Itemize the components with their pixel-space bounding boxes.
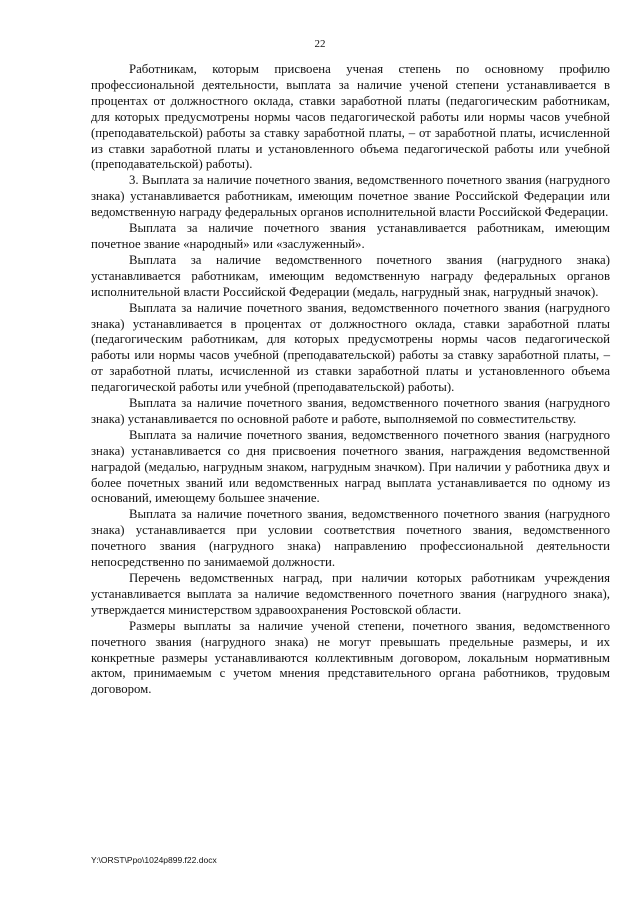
document-body bbox=[91, 62, 610, 698]
paragraph-correspondence-condition: Выплата за наличие почетного звания, ведомственного почетного звания (нагрудного знака) устанавливается при условии соответствия почетного звания, ведомственного почетного звания (нагрудного знака) направлению профессиональной деятельности непосредственно по занимаемой должности. bbox=[91, 507, 610, 570]
footer-file-path: Y:\ORST\Ppo\1024p899.f22.docx bbox=[91, 855, 217, 865]
paragraph-percent-of-salary: Выплата за наличие почетного звания, ведомственного почетного звания (нагрудного знака) устанавливается в процентах от должностного оклада, ставки заработной платы (педагогическим работникам, для которых предусмотрены нормы часов педагогической работы или нормы часов учебной (преподавательской) работы за ставку заработной платы, – от заработной платы, исчисленной из ставки заработной платы и установленного объема педагогической работы или учебной (преподавательской) работы). bbox=[91, 300, 610, 395]
paragraph-main-and-part-time-work: Выплата за наличие почетного звания, ведомственного почетного звания (нагрудного знака) устанавливается по основной работе и работе, выполняемой по совместительству. bbox=[91, 396, 610, 426]
paragraph-honorary-title-people-merited: Выплата за наличие почетного звания устанавливается работникам, имеющим почетное звание «народный» или «заслуженный». bbox=[91, 221, 610, 251]
page-number: 22 bbox=[314, 38, 326, 50]
paragraph-academic-degree-payment: Работникам, которым присвоена ученая степень по основному профилю профессиональной деятельности, выплата за наличие ученой степени устанавливается в процентах от должностного оклада, ставки заработной платы (педагогическим работникам, для которых предусмотрены нормы часов педагогической работы или нормы часов учебной (преподавательской) работы за ставку заработной платы, – от заработной платы, исчисленной из ставки заработной платы и установленного объема педагогической работы или учебной (преподавательской) работы). bbox=[91, 62, 610, 172]
paragraph-departmental-title: Выплата за наличие ведомственного почетного звания (нагрудного знака) устанавливается работникам, имеющим ведомственную награду федеральных органов исполнительной власти Российской Федерации (медаль, нагрудный знак, нагрудный значок). bbox=[91, 252, 610, 299]
paragraph-effective-date: Выплата за наличие почетного звания, ведомственного почетного звания (нагрудного знака) устанавливается со дня присвоения почетного звания, награждения ведомственной наградой (медалью, нагрудным знаком, нагрудным значком). При наличии у работника двух и более почетных званий или ведомственных наград выплата устанавливается по одному из оснований, имеющему большее значение. bbox=[91, 427, 610, 506]
paragraph-awards-list: Перечень ведомственных наград, при наличии которых работникам учреждения устанавливается выплата за наличие ведомственного почетного звания (нагрудного знака), утверждается министерством здравоохранения Ростовской области. bbox=[91, 571, 610, 617]
paragraph-payment-limits: Размеры выплаты за наличие ученой степени, почетного звания, ведомственного почетного звания (нагрудного знака) не могут превышать предельные размеры, и их конкретные размеры устанавливаются коллективным договором, локальным нормативным актом, принимаемым с учетом мнения представительного органа работников, трудовым договором. bbox=[91, 618, 610, 697]
paragraph-honorary-title-clause-3: 3. Выплата за наличие почетного звания, ведомственного почетного звания (нагрудного знака) устанавливается работникам, имеющим почетное звание Российской Федерации или ведомственную награду федеральных органов исполнительной власти Российской Федерации. bbox=[91, 173, 610, 220]
